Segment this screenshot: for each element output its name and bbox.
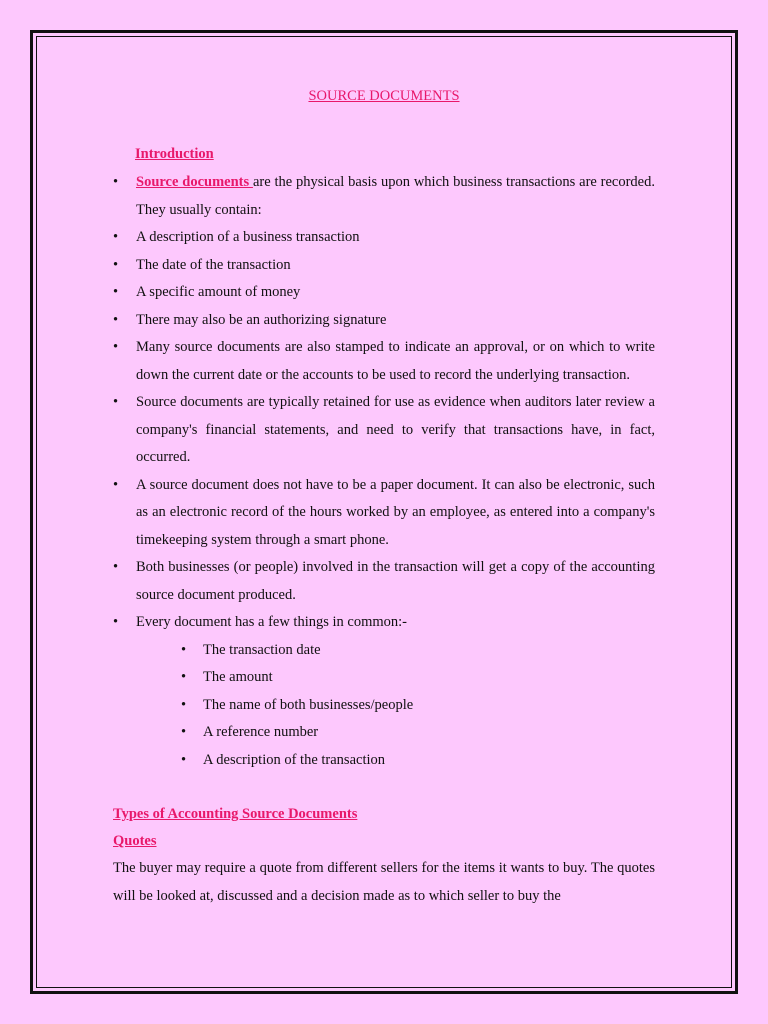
list-item (113, 169, 655, 224)
page-title: SOURCE DOCUMENTS (308, 88, 460, 104)
quotes-paragraph: The buyer may require a quote from different sellers for the items it wants to buy. The quotes will be looked at, discussed and a decision made as to which seller to buy the (113, 860, 655, 904)
sub-list-item: • The transaction date (136, 637, 655, 665)
list-item: • A source document does not have to be a paper document. It can also be electronic, such as an electronic record of the hours worked by an employee, as entered into a company's timekeeping system through a smart phone. (113, 472, 655, 555)
types-heading (113, 801, 357, 829)
quotes-heading-text: Quotes (113, 833, 157, 849)
list-item: • Source documents are typically retained for use as evidence when auditors later review a company's financial statements, and need to verify that transactions have, in fact, occurred. (113, 389, 655, 472)
types-heading-text: Types of Accounting Source Documents (113, 806, 358, 822)
list-item-text: Every document has a few things in common:- (136, 614, 408, 630)
quotes-heading (113, 828, 157, 856)
main-bullet-list (113, 169, 655, 774)
list-item: • There may also be an authorizing signature (113, 307, 655, 335)
list-item: • The date of the transaction (113, 252, 655, 280)
sub-list-item: • A reference number (136, 719, 655, 747)
list-item: • Many source documents are also stamped to indicate an approval, or on which to write down the current date or the accounts to be used to record the underlying transaction. (113, 334, 655, 389)
list-item: • Both businesses (or people) involved in the transaction will get a copy of the accounting source document produced. (113, 554, 655, 609)
introduction-heading-text: Introduction (135, 146, 214, 162)
introduction-heading (135, 141, 214, 169)
source-documents-term: Source documents (136, 174, 253, 190)
sub-list-item: • A description of the transaction (136, 747, 655, 775)
sub-list-item: • The name of both businesses/people (136, 692, 655, 720)
list-item (113, 609, 655, 774)
list-item: • A specific amount of money (113, 279, 655, 307)
list-item-text: are the physical basis upon which business transactions are recorded. They usually contain: (136, 174, 655, 218)
sub-list-item: • The amount (136, 664, 655, 692)
list-item: • A description of a business transaction (113, 224, 655, 252)
sub-bullet-list (136, 637, 655, 775)
